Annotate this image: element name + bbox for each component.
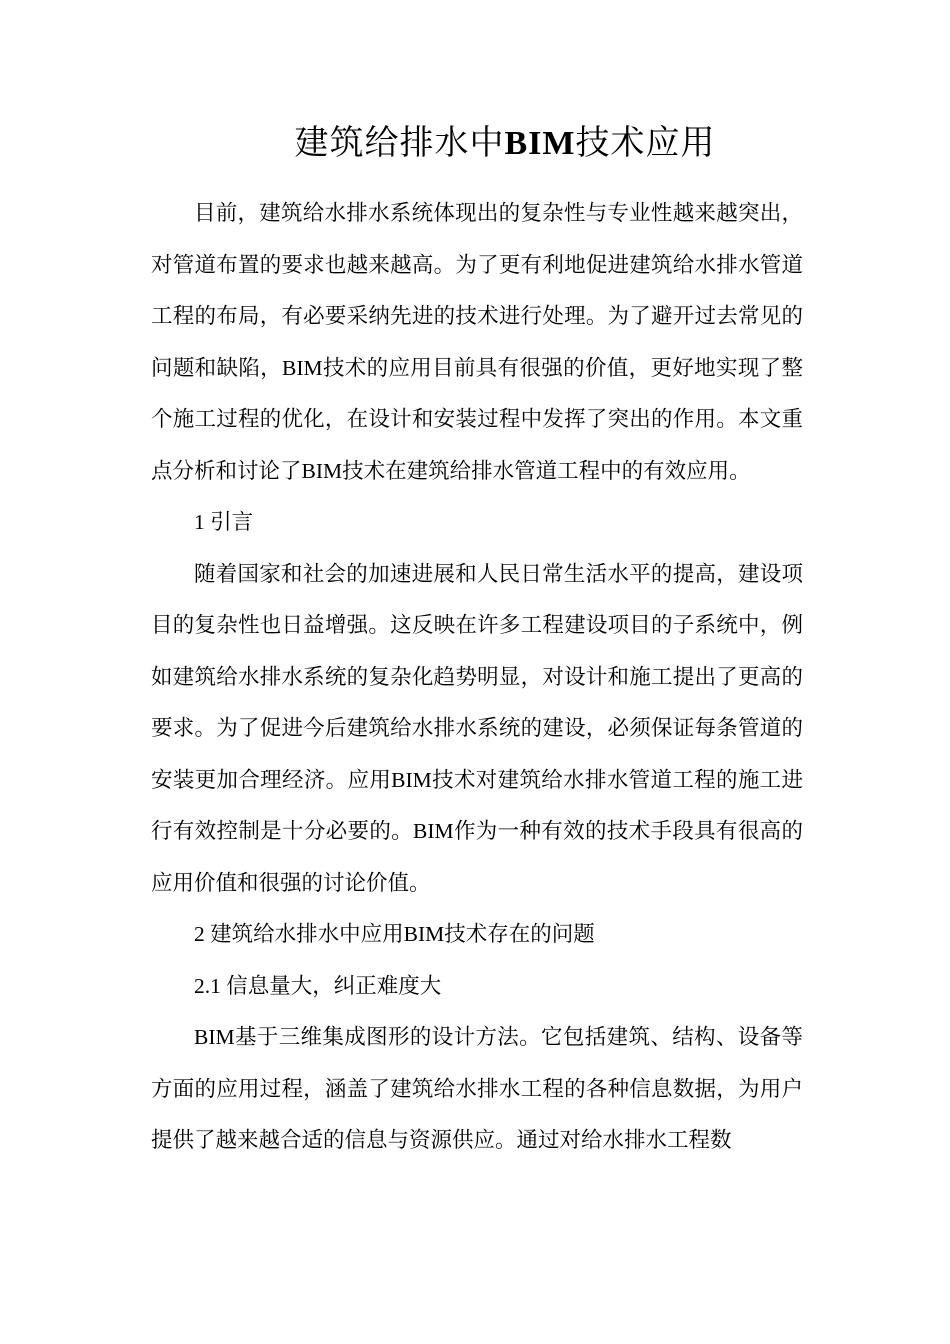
document-title	[0, 118, 950, 170]
title-suffix: 技术应用	[575, 125, 716, 162]
document-body	[151, 188, 803, 1167]
subsection-heading-2-1: 2.1 信息量大，纠正难度大	[194, 973, 442, 998]
paragraph-section-2-1: BIM基于三维集成图形的设计方法。它包括建筑、结构、设备等方面的应用过程，涵盖了建筑给水排水工程的各种信息数据，为用户提供了越来越合适的信息与资源供应。通过对给水排水工程数	[151, 1025, 803, 1152]
paragraph-intro: 目前，建筑给水排水系统体现出的复杂性与专业性越来越突出，对管道布置的要求也越来越高。为了更有利地促进建筑给水排水管道工程的布局，有必要采纳先进的技术进行处理。为了避开过去常见的问题和缺陷，BIM技术的应用目前具有很强的价值，更好地实现了整个施工过程的优化，在设计和安装过程中发挥了突出的作用。本文重点分析和讨论了BIM技术在建筑给排水管道工程中的有效应用。	[151, 201, 803, 483]
title-bold: BIM	[504, 125, 576, 162]
section-heading-2: 2 建筑给水排水中应用BIM技术存在的问题	[194, 922, 595, 946]
title-prefix: 建筑给排水中	[294, 125, 505, 162]
section-heading-1: 1 引言	[194, 510, 254, 534]
paragraph-section-1: 随着国家和社会的加速进展和人民日常生活水平的提高，建设项目的复杂性也日益增强。这反映在许多工程建设项目的子系统中，例如建筑给水排水系统的复杂化趋势明显，对设计和施工提出了更高的要求。为了促进今后建筑给水排水系统的建设，必须保证每条管道的安装更加合理经济。应用BIM技术对建筑给水排水管道工程的施工进行有效控制是十分必要的。BIM作为一种有效的技术手段具有很高的应用价值和很强的讨论价值。	[151, 561, 803, 895]
